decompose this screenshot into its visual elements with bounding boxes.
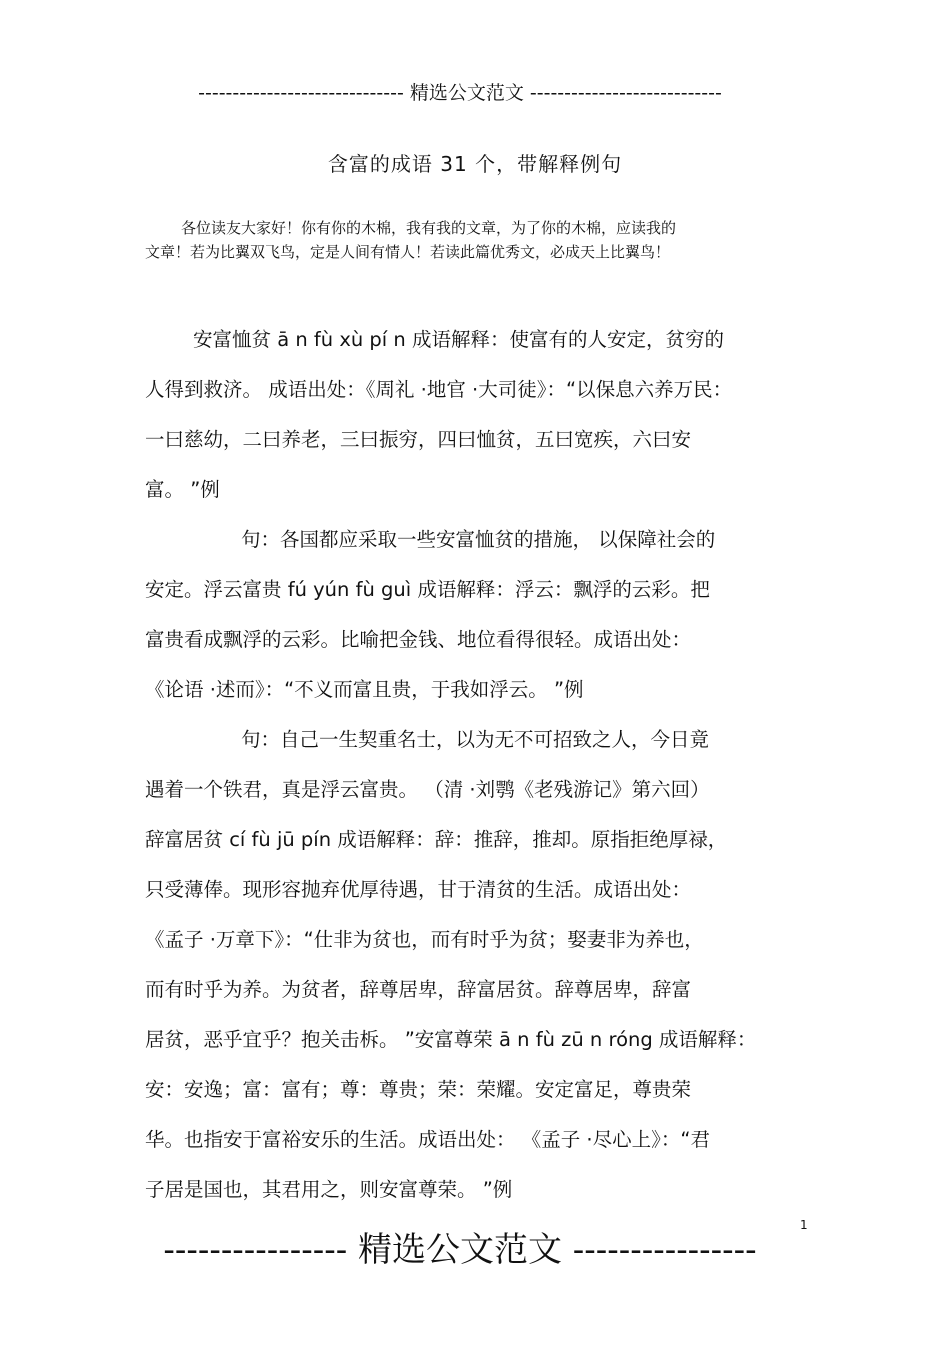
body-line: 安富恤贫 ā n fù xù pí n 成语解释：使富有的人安定，贫穷的 (193, 328, 724, 351)
body-line: 富贵看成飘浮的云彩。比喻把金钱、地位看得很轻。成语出处： (145, 628, 692, 651)
body-line: 而有时乎为养。为贫者，辞尊居卑，辞富居贫。辞尊居卑，辞富 (145, 978, 692, 1001)
intro-line: 各位读友大家好！你有你的木棉，我有我的文章，为了你的木棉，应读我的 (181, 219, 677, 237)
document-title: 含富的成语 31 个，带解释例句 (327, 152, 623, 176)
body-line: 富。 ”例 (145, 478, 220, 501)
page-header: ------------------------------ 精选公文范文 ---------------------------- (198, 82, 722, 104)
body-line: 辞富居贫 cí fù jū pín 成语解释：辞：推辞，推却。原指拒绝厚禄， (145, 828, 728, 851)
body-line: 《论语 ·述而》：“不义而富且贵，于我如浮云。 ”例 (145, 678, 584, 701)
body-line: 句：各国都应采取一些安富恤贫的措施， 以保障社会的 (241, 528, 716, 551)
body-line: 遇着一个铁君，真是浮云富贵。 （清 ·刘鹗《老残游记》第六回） (145, 778, 710, 801)
body-line: 安：安逸；富：富有；尊：尊贵；荣：荣耀。安定富足，尊贵荣 (145, 1078, 692, 1101)
intro-paragraph (145, 216, 785, 264)
body-line: 只受薄俸。现形容抛弃优厚待遇，甘于清贫的生活。成语出处： (145, 878, 692, 901)
body-line: 子居是国也，其君用之，则安富尊荣。 ”例 (145, 1178, 513, 1201)
body-line: 华。也指安于富裕安乐的生活。成语出处： 《孟子 ·尽心上》：“君 (145, 1128, 710, 1151)
body-line: 人得到救济。 成语出处：《周礼 ·地官 ·大司徒》：“以保息六养万民： (145, 378, 733, 401)
body-line: 安定。浮云富贵 fú yún fù guì 成语解释：浮云：飘浮的云彩。把 (145, 578, 710, 601)
body-line: 句：自己一生契重名士，以为无不可招致之人，今日竟 (241, 728, 710, 751)
body-line: 居贫，恶乎宜乎？抱关击柝。 ”安富尊荣 ā n fù zū n róng 成语解释： (145, 1028, 757, 1051)
page-footer: ---------------- 精选公文范文 ---------------- (163, 1230, 757, 1270)
body-line: 《孟子 ·万章下》：“仕非为贫也，而有时乎为贫；娶妻非为养也， (145, 928, 704, 951)
body-line: 一曰慈幼，二曰养老，三曰振穷，四曰恤贫，五曰宽疾，六曰安 (145, 428, 692, 451)
page-number: 1 (800, 1218, 808, 1232)
intro-line: 文章！若为比翼双飞鸟，定是人间有情人！若读此篇优秀文，必成天上比翼鸟！ (145, 243, 671, 261)
body-text (145, 322, 805, 1222)
